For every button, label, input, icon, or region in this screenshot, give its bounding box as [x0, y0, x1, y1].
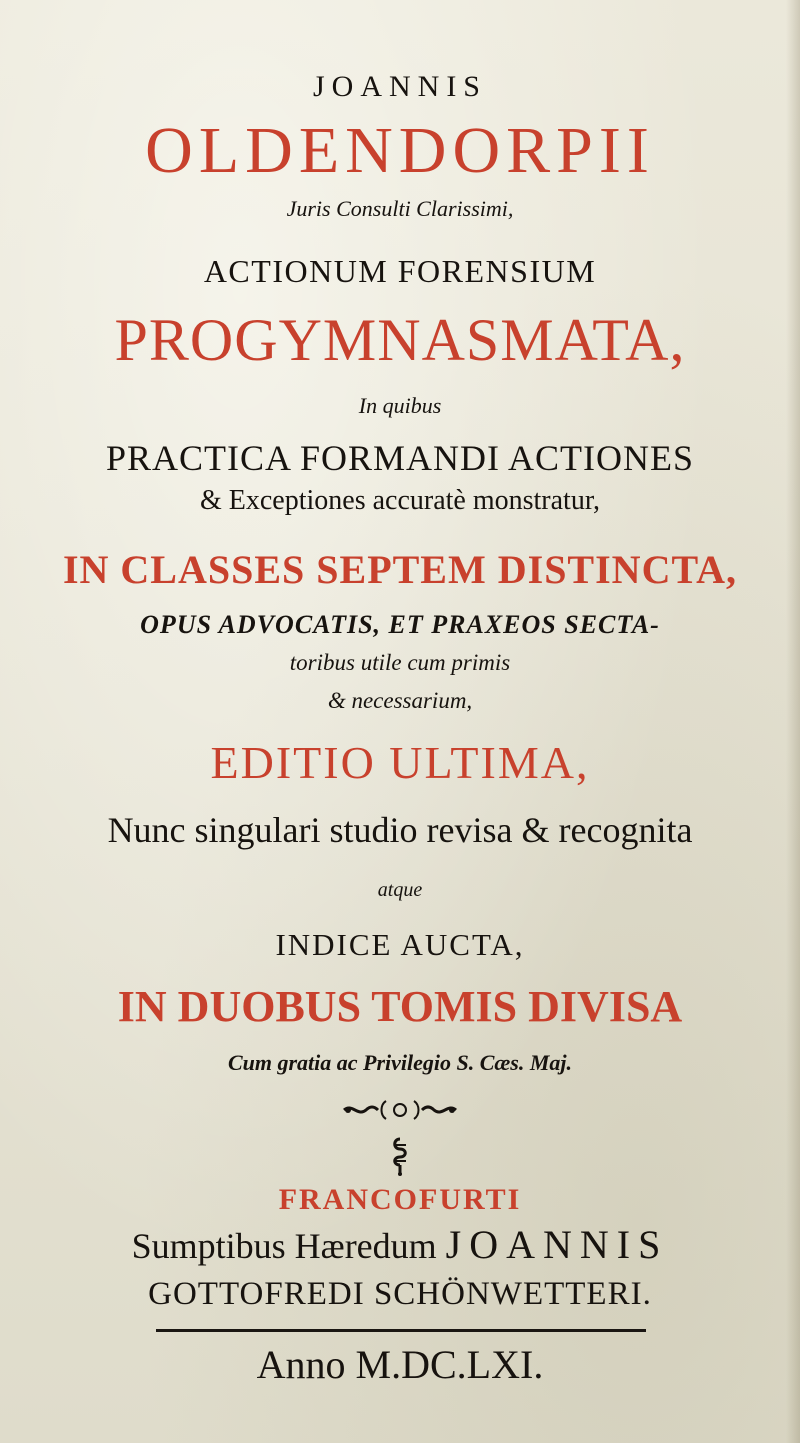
practica-line: PRACTICA FORMANDI ACTIONES [105, 438, 695, 478]
author-family-name: OLDENDORPII [145, 114, 655, 187]
atque-line: atque [377, 879, 423, 901]
divider-rule [156, 1329, 646, 1332]
in-quibus: In quibus [358, 393, 442, 418]
author-given-name: JOANNIS [312, 70, 487, 103]
main-title: PROGYMNASMATA, [114, 307, 686, 373]
opus-line-2: toribus utile cum primis [289, 650, 511, 675]
imprint-sumptibus: Sumptibus Hæredum [131, 1226, 437, 1266]
opus-line-1: OPUS ADVOCATIS, ET PRAXEOS SECTA- [140, 610, 660, 639]
opus-line-3: & necessarium, [327, 688, 473, 713]
classes-line: IN CLASSES SEPTEM DISTINCTA, [62, 547, 738, 592]
revision-line: Nunc singulari studio revisa & recognita [107, 810, 693, 850]
ornament-icon [340, 1095, 460, 1125]
imprint-publisher-family: GOTTOFREDI SCHÖNWETTERI. [148, 1276, 652, 1312]
imprint-year: Anno M.DC.LXI. [256, 1342, 544, 1387]
imprint-publisher-given: JOANNIS [445, 1222, 669, 1267]
privilege-line: Cum gratia ac Privilegio S. Cæs. Maj. [227, 1050, 573, 1075]
author-epithet: Juris Consulti Clarissimi, [286, 196, 514, 221]
fleuron-icon [385, 1135, 415, 1177]
index-line: INDICE AUCTA, [275, 927, 525, 962]
title-line-1: ACTIONUM FORENSIUM [203, 253, 597, 289]
imprint-city: FRANCOFURTI [278, 1183, 522, 1216]
edition-line: EDITIO ULTIMA, [210, 737, 590, 788]
exceptiones-line: & Exceptiones accuratè monstratur, [199, 485, 601, 516]
volumes-line: IN DUOBUS TOMIS DIVISA [117, 982, 683, 1031]
imprint-sumptibus-line [0, 1222, 800, 1267]
